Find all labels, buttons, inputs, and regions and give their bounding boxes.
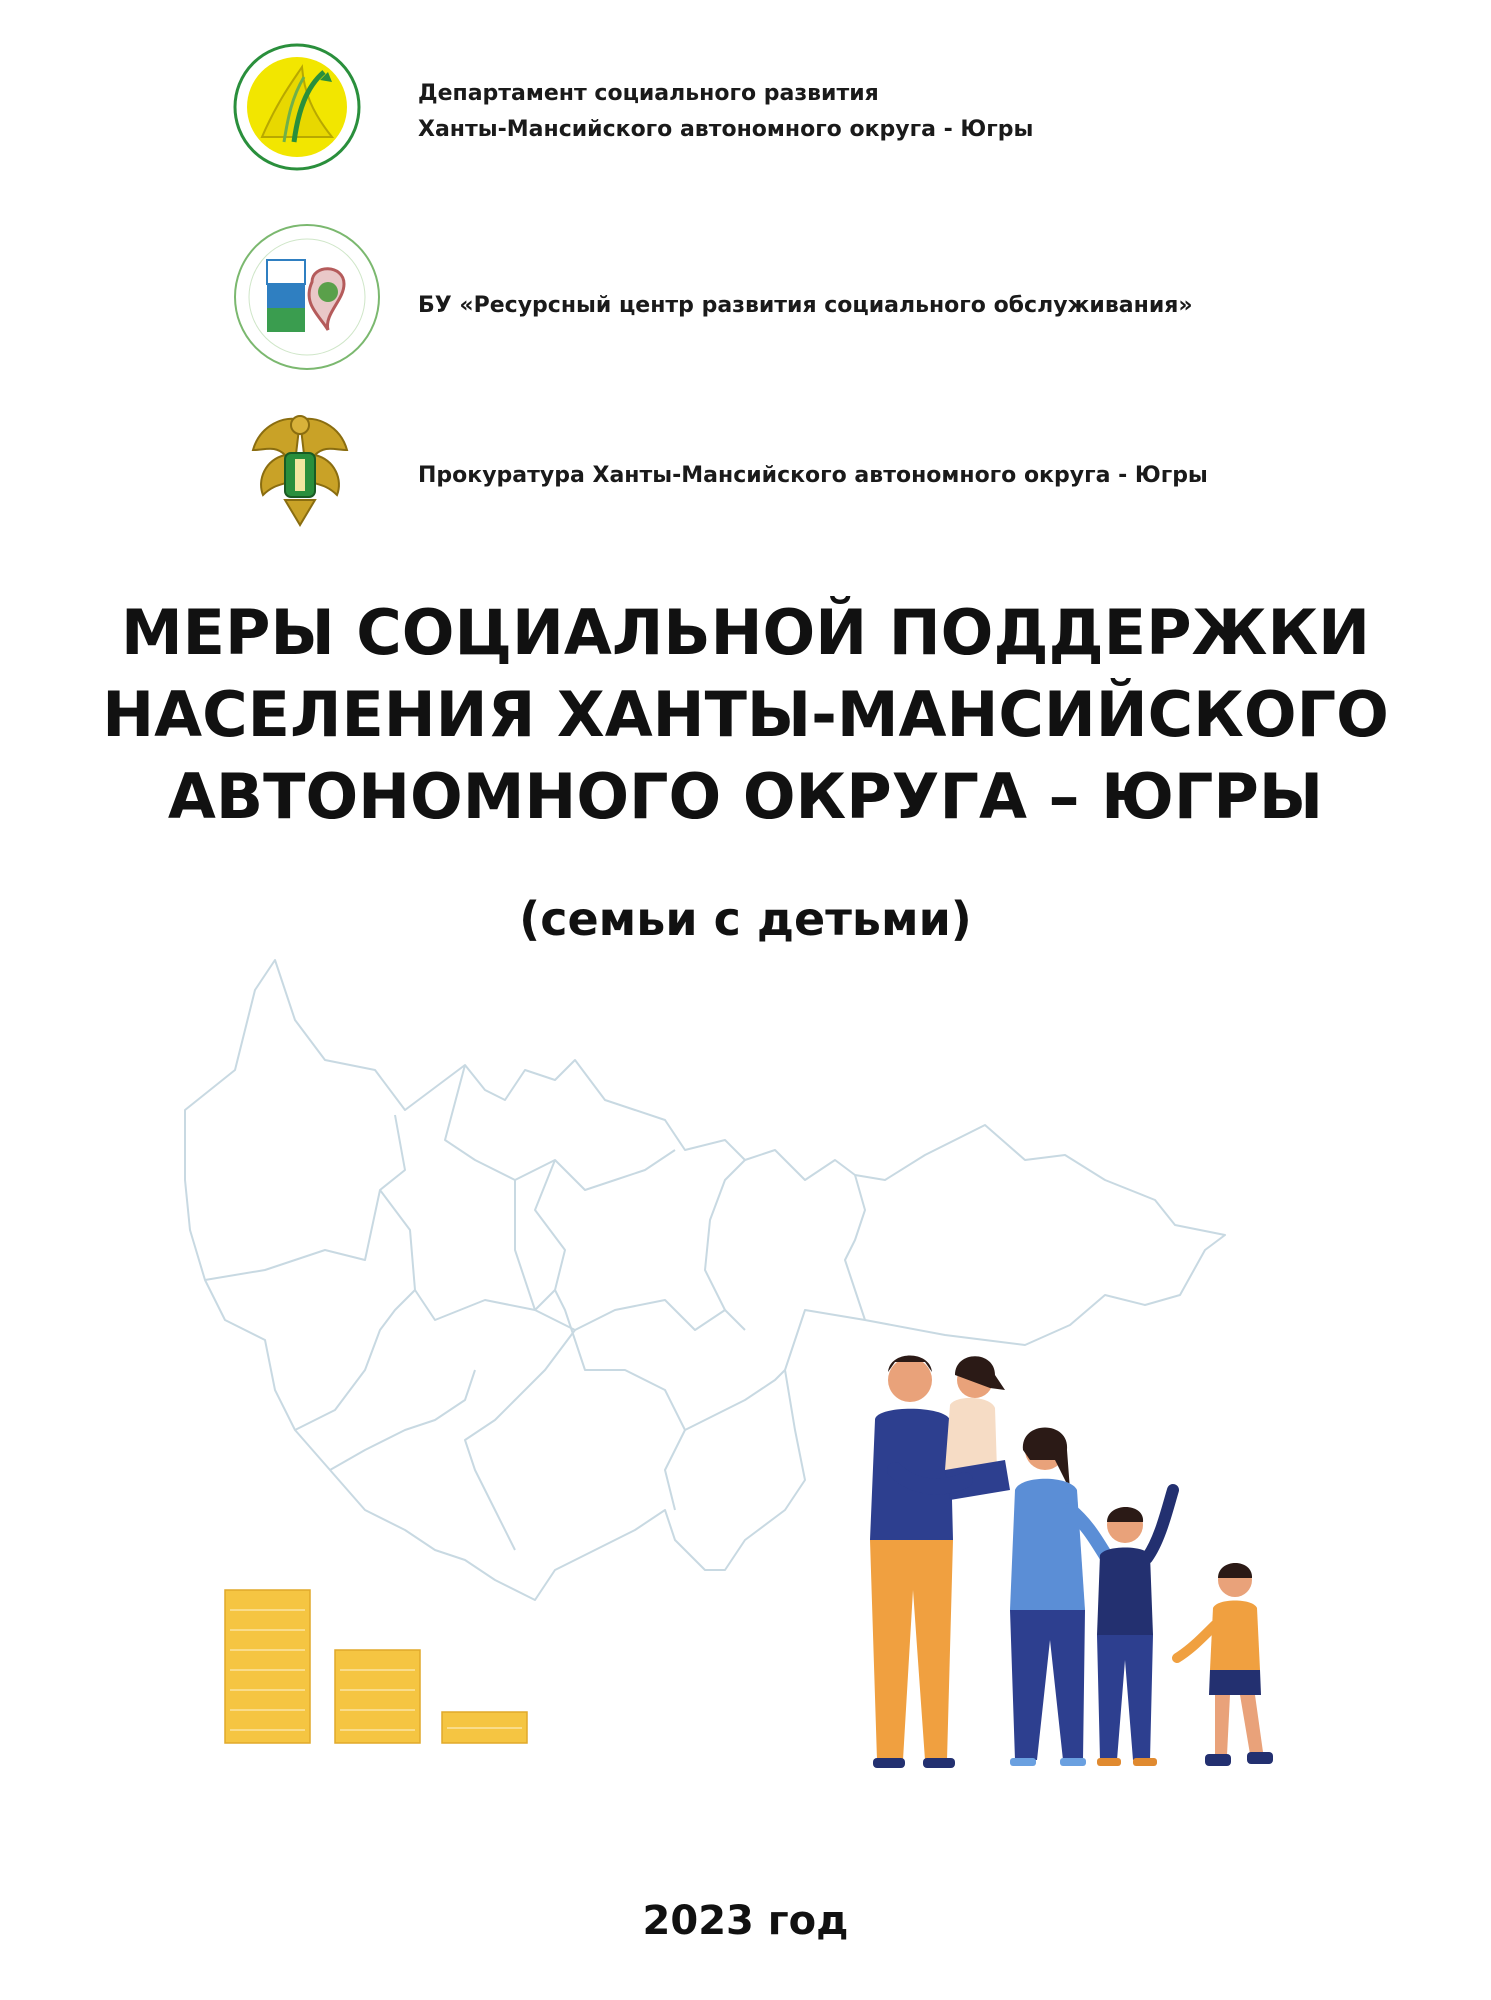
family-illustration [855,1340,1295,1784]
prosecutor-eagle-emblem-icon [245,405,355,534]
title-line: НАСЕЛЕНИЯ ХАНТЫ-МАНСИЙСКОГО [102,678,1389,751]
organization-name-line: Прокуратура Ханты-Мансийского автономного округа - Югры [418,463,1208,488]
boy-figure [1097,1490,1173,1766]
small-boy-figure [1177,1563,1273,1766]
title-line: АВТОНОМНОГО ОКРУГА – ЮГРЫ [167,760,1324,833]
father-figure [870,1356,955,1769]
title-line: МЕРЫ СОЦИАЛЬНОЙ ПОДДЕРЖКИ [120,596,1371,669]
resource-center-heart-emblem-icon [232,222,382,376]
organization-name-line: Департамент социального развития [418,81,879,106]
organization-name [418,288,1193,324]
organization-name-line: Ханты-Мансийского автономного округа - Югры [418,117,1034,142]
document-subtitle: (семьи с детьми) [519,892,972,946]
coin-stacks [220,1585,540,1769]
document-title [0,592,1491,838]
organization-name [418,458,1208,494]
document-year: 2023 год [642,1898,849,1944]
organization-name-line: БУ «Ресурсный центр развития социального обслуживания» [418,293,1193,318]
organization-name [418,76,1033,148]
social-protection-emblem-icon [232,42,362,176]
